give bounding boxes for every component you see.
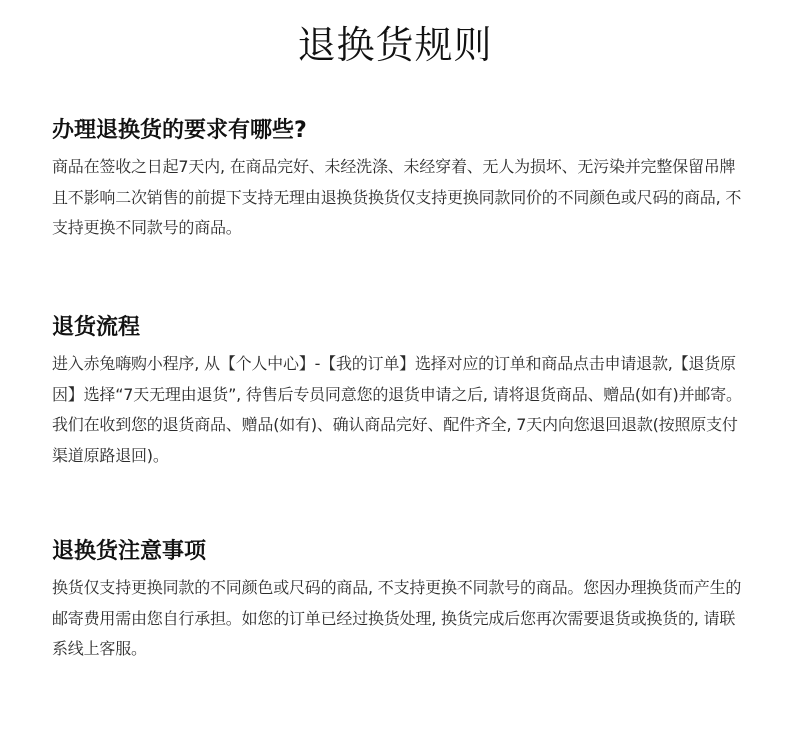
section-return-process — [52, 313, 742, 471]
section-heading: 办理退换货的要求有哪些? — [52, 118, 307, 143]
section-heading: 退货流程 — [52, 315, 141, 340]
page-title: 退换货规则 — [297, 23, 493, 67]
section-exchange-notes — [52, 537, 742, 665]
section-body: 进入赤兔嗨购小程序, 从【个人中心】-【我的订单】选择对应的订单和商品点击申请退款,【退货原因】选择“7天无理由退货”, 待售后专员同意您的退货申请之后, 请将退货商品、赠品(如有)并邮寄。我们在收到您的退货商品、赠品(如有)、确认商品完好、配件齐全, 7天内向您退回退款(按照原支付渠道原路退回)。 — [52, 354, 742, 465]
section-body: 商品在签收之日起7天内, 在商品完好、未经洗涤、未经穿着、无人为损坏、无污染并完整保留吊牌且不影响二次销售的前提下支持无理由退换货换货仅支持更换同款同价的不同颜色或尺码的商品, 不支持更换不同款号的商品。 — [52, 157, 742, 237]
section-body: 换货仅支持更换同款的不同颜色或尺码的商品, 不支持更换不同款号的商品。您因办理换货而产生的邮寄费用需由您自行承担。如您的订单已经过换货处理, 换货完成后您再次需要退货或换货的, 请联系线上客服。 — [52, 578, 742, 658]
section-return-requirements — [52, 116, 742, 244]
section-heading: 退换货注意事项 — [52, 539, 207, 564]
